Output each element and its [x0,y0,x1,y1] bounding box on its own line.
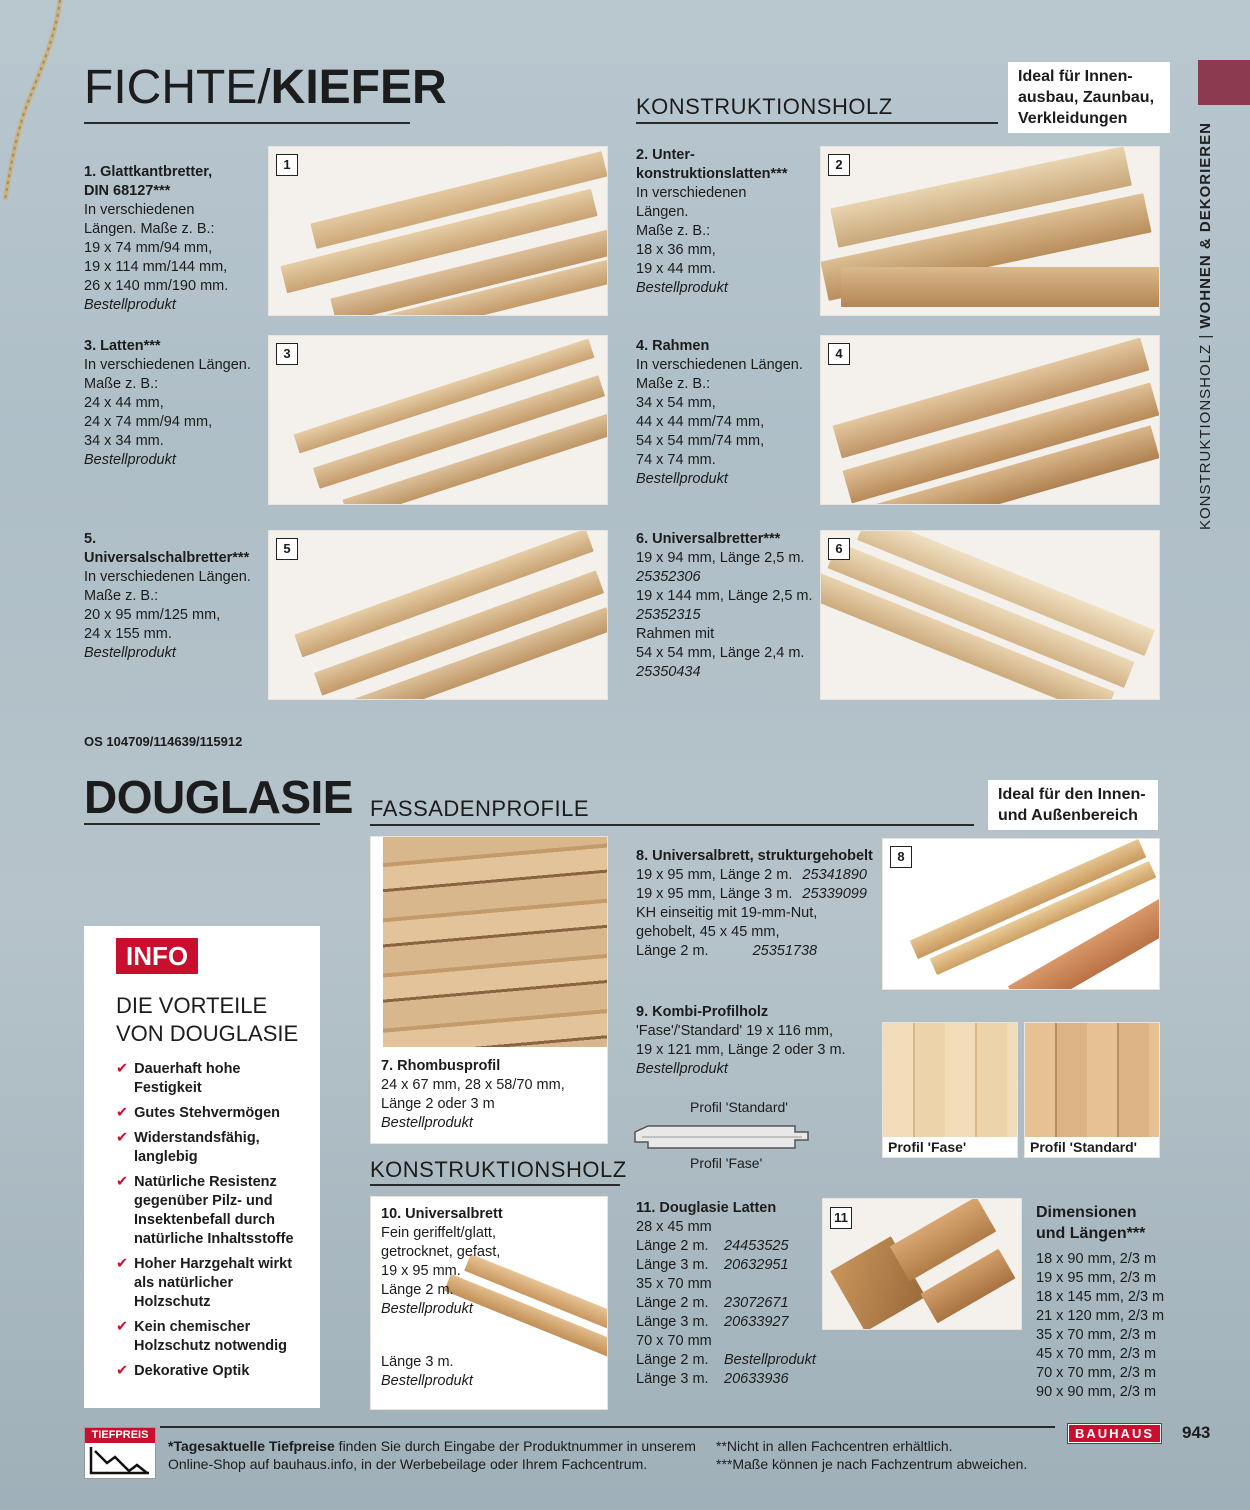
product-9-text: 9. Kombi-Profilholz 'Fase'/'Standard' 19 x 116 mm, 19 x 121 mm, Länge 2 oder 3 m. Bestellprodukt [636,1004,846,1077]
dimensions-block: Dimensionen und Längen*** 18 x 90 mm, 2/3 m 19 x 95 mm, 2/3 m 18 x 145 mm, 2/3 m 21 x 120 mm, 2/3 m 35 x 70 mm, 2/3 m 45 x 70 mm, 2/3 m 70 x 70 mm, 2/3 m 90 x 90 mm, 2/3 m [1036,1204,1165,1400]
dimension-row: 35 x 70 mm, 2/3 m [1036,1327,1157,1343]
douglasie-underline [84,823,320,825]
latten-row: Länge 2 m. 23072671 [636,1295,789,1311]
product-7-card [370,836,608,1144]
info-heading: DIE VORTEILE VON DOUGLASIE [116,993,299,1046]
product-tag-2: 2 [828,154,850,176]
dimension-row: 18 x 145 mm, 2/3 m [1036,1289,1165,1305]
info-item: ✔ Widerstandsfähig, langlebig [116,1130,260,1165]
subheading-fassadenprofile: FASSADENPROFILE [370,796,590,821]
dimension-row: 90 x 90 mm, 2/3 m [1036,1384,1157,1400]
product-1-text: 1. Glattkantbretter, DIN 68127*** In verschiedenen Längen. Maße z. B.: 19 x 74 mm/94 mm, 19 x 114 mm/144 mm, 26 x 140 mm/190 mm. Bestellprodukt [84,164,229,313]
info-badge: INFO [116,938,198,974]
latten-row: 70 x 70 mm [636,1333,712,1349]
product-image-8 [882,838,1160,990]
bauhaus-logo: BAUHAUS [1068,1424,1161,1443]
product-2-text: 2. Unter- konstruktionslatten*** In verschiedenen Längen. Maße z. B.: 18 x 36 mm, 19 x 44 mm. Bestellprodukt [636,147,788,296]
subheading-konstruktionsholz-2: KONSTRUKTIONSHOLZ [370,1157,627,1182]
info-item: ✔ Natürliche Resistenz gegenüber Pilz- und Insektenbefall durch natürliche Inhaltsstoffe [116,1174,294,1247]
caption-fase: Profil 'Fase' [883,1137,1017,1157]
profile-cross-section [630,1120,810,1154]
konstruktionsholz-2-underline [370,1184,620,1186]
tiefpreis-logo: TIEFPREIS [84,1427,156,1479]
page-number: 943 [1182,1423,1211,1442]
product-tag-1: 1 [276,154,298,176]
product-tag-4: 4 [828,343,850,365]
fassadenprofile-underline [370,824,974,826]
product-7-text: 7. Rhombusprofil 24 x 67 mm, 28 x 58/70 mm, Länge 2 oder 3 m Bestellprodukt [381,1058,565,1131]
product-tag-3: 3 [276,343,298,365]
rope-decoration [0,0,80,200]
info-item: ✔ Hoher Harzgehalt wirkt als natürlicher Holzschutz [116,1256,293,1310]
dimension-row: 19 x 95 mm, 2/3 m [1036,1270,1157,1286]
dimension-row: 21 x 120 mm, 2/3 m [1036,1308,1165,1324]
section-title-fichte: FICHTE/KIEFER [84,61,447,114]
footer-note-1: *Tagesaktuelle Tiefpreise finden Sie durch Eingabe der Produktnummer in unserem Online-Shop auf bauhaus.info, in der Werbebeilage oder Ihrem Fachcentrum. [168,1438,696,1472]
latten-row: Länge 3 m. 20633927 [636,1314,789,1330]
subheading-underline [636,122,998,124]
product-10-text-b: Länge 3 m. Bestellprodukt [381,1354,473,1389]
section-title-underline [84,122,410,124]
price-down-icon [85,1443,155,1477]
latten-row: Länge 2 m. Bestellprodukt [636,1352,816,1368]
product-image-2 [820,146,1160,316]
product-image-9-standard [1024,1022,1160,1158]
footer-rule [160,1426,1055,1428]
product-10-text: 10. Universalbrett Fein geriffelt/glatt, getrocknet, gefast, 19 x 95 mm. Länge 2 m. Bestellprodukt [381,1206,503,1317]
ideal-mid-callout: Ideal für den Innen- und Außenbereich [988,780,1158,830]
product-10-card [370,1196,608,1410]
latten-row: Länge 3 m. 20632951 [636,1257,789,1273]
footer-note-2: **Nicht in allen Fachcentren erhältlich. ***Maße können je nach Fachzentrum abweichen. [716,1438,1028,1472]
info-list [116,1060,316,1387]
side-tab-label: KONSTRUKTIONSHOLZ | WOHNEN & DEKORIEREN [1197,122,1214,530]
product-image-6 [820,530,1160,700]
product-image-9-fase [882,1022,1018,1158]
caption-standard: Profil 'Standard' [1025,1137,1159,1157]
ideal-top-callout: Ideal für Innen- ausbau, Zaunbau, Verkleidungen [1008,62,1170,133]
info-item: ✔ Dekorative Optik [116,1363,250,1379]
info-item: ✔ Kein chemischer Holzschutz notwendig [116,1319,288,1354]
product-image-3 [268,335,608,505]
product-11-text: 11. Douglasie Latten 28 x 45 mm Länge 2 m. 24453525 Länge 3 m. 20632951 35 x 70 mm Länge 2 m. 23072671 Länge 3 m. 20633927 70 x 70 mm Länge 2 m. Bestellprodukt Länge 3 m. 20633936 [636,1199,826,1389]
profil-standard-label: Profil 'Standard' [690,1099,788,1115]
product-4-text: 4. Rahmen In verschiedenen Längen. Maße z. B.: 34 x 54 mm, 44 x 44 mm/74 mm, 54 x 54 mm/74 mm, 74 x 74 mm. Bestellprodukt [636,338,803,487]
product-tag-8: 8 [890,846,912,868]
latten-row: 35 x 70 mm [636,1276,712,1292]
os-code: OS 104709/114639/115912 [84,734,243,749]
product-image-7 [383,837,607,1047]
dimension-row: 70 x 70 mm, 2/3 m [1036,1365,1157,1381]
product-tag-6: 6 [828,538,850,560]
subheading-konstruktionsholz: KONSTRUKTIONSHOLZ [636,94,893,119]
dimension-row: 45 x 70 mm, 2/3 m [1036,1346,1157,1362]
info-item: ✔ Gutes Stehvermögen [116,1105,280,1121]
product-6-text: 6. Universalbretter*** 19 x 94 mm, Länge 2,5 m. 25352306 19 x 144 mm, Länge 2,5 m. 25352315 Rahmen mit 54 x 54 mm, Länge 2,4 m. 25350434 [636,531,813,680]
product-image-1 [268,146,608,316]
latten-row: Länge 3 m. 20633936 [636,1371,789,1387]
product-image-4 [820,335,1160,505]
info-box [84,926,320,1408]
product-3-text: 3. Latten*** In verschiedenen Längen. Maße z. B.: 24 x 44 mm, 24 x 74 mm/94 mm, 34 x 34 mm. Bestellprodukt [84,338,251,468]
latten-row: Länge 2 m. 24453525 [636,1238,789,1254]
product-tag-11: 11 [830,1207,852,1229]
section-title-douglasie: DOUGLASIE [84,771,353,823]
info-item: ✔ Dauerhaft hohe Festigkeit [116,1061,241,1096]
product-5-text: 5. Universalschalbretter*** In verschiedenen Längen. Maße z. B.: 20 x 95 mm/125 mm, 24 x 155 mm. Bestellprodukt [84,531,251,661]
product-tag-5: 5 [276,538,298,560]
product-8-text: 8. Universalbrett, strukturgehobelt 19 x 95 mm, Länge 2 m. 25341890 19 x 95 mm, Länge 3 m. 25339099 KH einseitig mit 19-mm-Nut, gehobelt, 45 x 45 mm, Länge 2 m. 25351738 [636,848,873,959]
latten-row: 28 x 45 mm [636,1219,712,1235]
side-tab-marker [1198,60,1250,105]
dimension-row: 18 x 90 mm, 2/3 m [1036,1251,1157,1267]
product-image-5 [268,530,608,700]
product-image-11 [822,1198,1022,1330]
profil-fase-label: Profil 'Fase' [690,1155,763,1171]
